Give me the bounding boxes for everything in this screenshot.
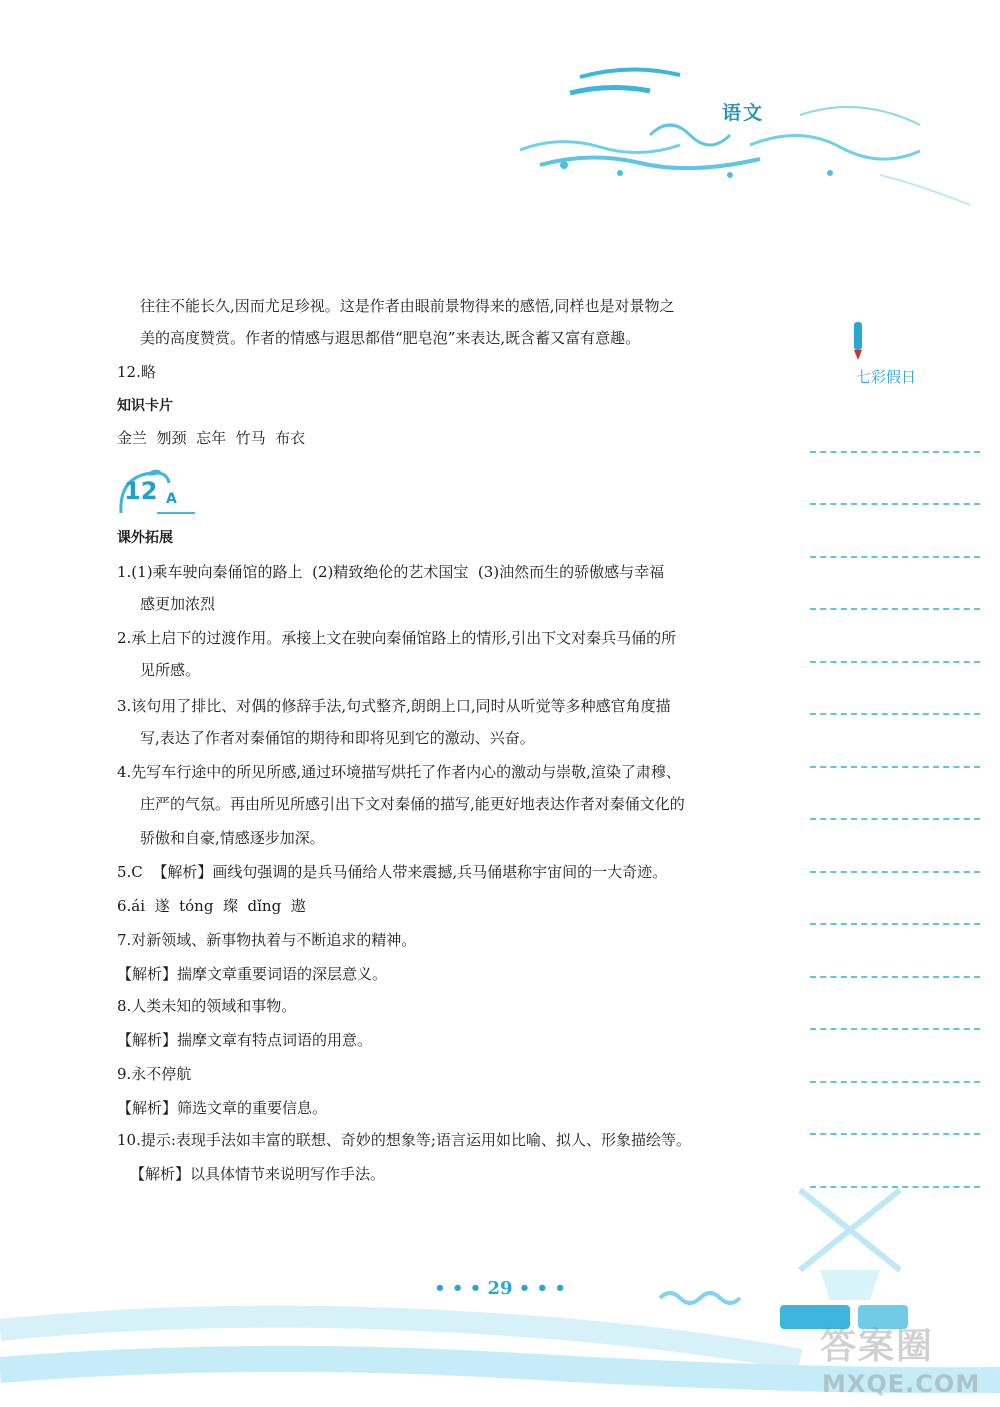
answer-1-line-2: 感更加浓烈 (140, 595, 216, 613)
continuation-line-2: 美的高度赞赏。作者的情感与遐思都借“肥皂泡”来表达,既含蓄又富有意趣。 (140, 329, 641, 347)
watermark-logo: 答案圈 (820, 1326, 935, 1367)
answer-3-line-2: 写,表达了作者对秦俑馆的期待和即将见到它的激动、兴奋。 (140, 729, 535, 747)
note-line (810, 873, 980, 926)
note-line (810, 925, 980, 978)
answer-1-line-1: 1.(1)乘车驶向秦俑馆的路上 (2)精致绝伦的艺术国宝 (3)油然而生的骄傲感与幸福 (117, 563, 665, 581)
sidebar-label: 七彩假日 (856, 368, 917, 386)
note-line (810, 453, 980, 506)
header-wave-decoration (500, 55, 980, 225)
note-line (810, 768, 980, 821)
answer-5: 5.C 【解析】画线句强调的是兵马俑给人带来震撼,兵马俑堪称宇宙间的一大奇迹。 (117, 863, 668, 881)
note-line (810, 820, 980, 873)
answer-9-analysis: 【解析】筛选文章的重要信息。 (117, 1099, 328, 1117)
note-line (810, 978, 980, 1031)
note-line (810, 400, 980, 453)
answer-10: 10.提示:表现手法如丰富的联想、奇妙的想象等;语言运用如比喻、拟人、形象描绘等。 (117, 1131, 691, 1149)
answer-8-analysis: 【解析】揣摩文章有特点词语的用意。 (117, 1031, 373, 1049)
lesson-letter: A (166, 491, 177, 507)
pen-icon (848, 320, 868, 362)
answer-4-line-3: 骄傲和自豪,情感逐步加深。 (140, 829, 325, 847)
note-lines (810, 400, 980, 1188)
page-number: • • • 29 • • • (434, 1278, 566, 1299)
answer-4-line-2: 庄严的气氛。再由所见所感引出下文对秦俑的描写,能更好地表达作者对秦俑文化的 (140, 795, 685, 813)
answer-12: 12.略 (117, 363, 156, 381)
extension-heading: 课外拓展 (117, 530, 173, 546)
note-line (810, 1083, 980, 1136)
note-line (810, 610, 980, 663)
answer-4-line-1: 4.先写车行途中的所见所感,通过环境描写烘托了作者内心的激动与崇敬,渲染了肃穆、 (117, 763, 681, 781)
note-line (810, 505, 980, 558)
knowledge-card-words: 金兰 刎颈 忘年 竹马 布衣 (117, 429, 306, 447)
lesson-number: 12 (124, 477, 158, 505)
answer-7: 7.对新领域、新事物执着与不断追求的精神。 (117, 931, 417, 949)
answer-2-line-1: 2.承上启下的过渡作用。承接上文在驶向秦俑馆路上的情形,引出下文对秦兵马俑的所 (117, 629, 677, 647)
answer-6: 6.ái 遂 tóng 璨 dǐng 遨 (117, 897, 306, 915)
note-line (810, 1030, 980, 1083)
watermark-url: MXQE.COM (822, 1370, 981, 1398)
note-line (810, 558, 980, 611)
answer-3-line-1: 3.该句用了排比、对偶的修辞手法,句式整齐,朗朗上口,同时从听觉等多种感官角度描 (117, 697, 671, 715)
note-line (810, 715, 980, 768)
answer-10-analysis: 【解析】以具体情节来说明写作手法。 (130, 1165, 386, 1183)
answer-8: 8.人类未知的领域和事物。 (117, 997, 297, 1015)
answer-2-line-2: 见所感。 (140, 661, 201, 679)
continuation-line-1: 往往不能长久,因而尤足珍视。这是作者由眼前景物得来的感悟,同样也是对景物之 (140, 297, 675, 315)
answer-9: 9.永不停航 (117, 1065, 192, 1083)
subject-title: 语文 (722, 102, 765, 124)
knowledge-card-heading: 知识卡片 (117, 398, 173, 414)
answer-7-analysis: 【解析】揣摩文章重要词语的深层意义。 (117, 965, 388, 983)
note-line (810, 663, 980, 716)
